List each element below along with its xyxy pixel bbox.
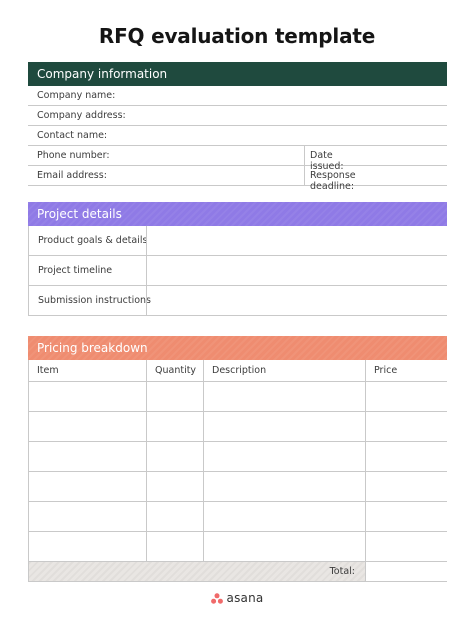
item-cell[interactable] [29,532,146,561]
table-row[interactable] [29,472,447,502]
table-row[interactable] [29,412,447,442]
description-cell[interactable] [203,442,365,471]
quantity-cell[interactable] [146,502,203,531]
quantity-cell[interactable] [146,412,203,441]
pricing-breakdown-header: Pricing breakdown [28,336,447,360]
quantity-header-label: Quantity [155,365,197,376]
table-row[interactable] [29,502,447,532]
total-label: Total: [329,566,355,577]
price-cell[interactable] [365,382,448,411]
company-information-header: Company information [28,62,447,86]
company-address-label: Company address: [37,110,126,121]
description-column-header [203,360,365,381]
quantity-cell[interactable] [146,472,203,501]
price-column-header [365,360,448,381]
project-row[interactable] [29,286,447,316]
description-cell[interactable] [203,532,365,561]
project-row[interactable] [29,226,447,256]
project-value-cell[interactable] [146,256,147,285]
asana-logo-icon [211,593,223,604]
table-row[interactable] [29,532,447,562]
project-row[interactable] [29,256,447,286]
company-information-section [28,62,447,192]
item-cell[interactable] [29,412,146,441]
company-name-row[interactable] [28,86,447,106]
company-address-row[interactable] [28,106,447,126]
description-header-label: Description [212,365,267,376]
quantity-cell[interactable] [146,382,203,411]
page-title: RFQ evaluation template [98,24,376,48]
response-deadline-cell[interactable] [304,166,356,192]
email-address-label: Email address: [37,170,107,181]
price-cell[interactable] [365,532,448,561]
phone-number-label: Phone number: [37,150,110,161]
price-cell[interactable] [365,442,448,471]
response-deadline-label: Response deadline: [310,170,356,192]
company-name-label: Company name: [37,90,116,101]
quantity-column-header [146,360,203,381]
quantity-cell[interactable] [146,442,203,471]
total-shaded-area [29,562,365,581]
project-details-header: Project details [28,202,447,226]
description-cell[interactable] [203,502,365,531]
price-cell[interactable] [365,412,448,441]
item-cell[interactable] [29,442,146,471]
email-address-row[interactable] [28,166,447,192]
quantity-cell[interactable] [146,532,203,561]
item-header-label: Item [37,365,59,376]
date-issued-label: Date issued: [310,150,344,172]
table-row[interactable] [29,382,447,412]
price-cell[interactable] [365,472,448,501]
project-value-cell[interactable] [146,226,147,255]
date-issued-cell[interactable] [304,146,344,172]
total-row [29,562,447,582]
item-cell[interactable] [29,472,146,501]
pricing-breakdown-section [28,336,447,582]
description-cell[interactable] [203,412,365,441]
item-column-header [29,360,146,381]
brand-name: asana [226,591,264,605]
description-cell[interactable] [203,382,365,411]
pricing-table-header-row [29,360,447,382]
project-timeline-label: Project timeline [38,265,113,276]
contact-name-label: Contact name: [37,130,108,141]
item-cell[interactable] [29,382,146,411]
phone-number-row[interactable] [28,146,447,172]
project-details-rows [28,226,447,316]
price-header-label: Price [374,365,398,376]
price-cell[interactable] [365,502,448,531]
contact-name-row[interactable] [28,126,447,146]
item-cell[interactable] [29,502,146,531]
table-row[interactable] [29,442,447,472]
product-goals-label: Product goals & details [38,235,148,246]
submission-instructions-label: Submission instructions [38,295,151,306]
description-cell[interactable] [203,472,365,501]
project-details-section [28,202,447,316]
pricing-table [28,360,447,582]
total-price-cell[interactable] [365,562,448,581]
asana-brand [0,591,474,605]
project-value-cell[interactable] [146,286,147,315]
